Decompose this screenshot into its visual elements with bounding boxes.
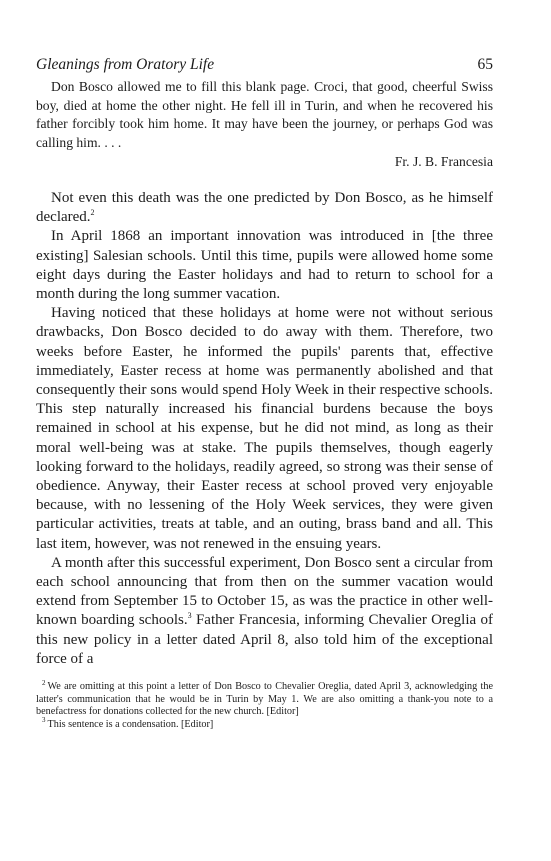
letter-signature: Fr. J. B. Francesia — [394, 154, 493, 170]
page-number: 65 — [477, 56, 493, 73]
footnote-reference: 2 — [90, 208, 95, 218]
footnote-text: We are omitting at this point a letter of Don Bosco to Chevalier Oreglia, dated April 3, acknowledging the latter's communication that he would be in Turin by May 1. We are also omitting a thank-you note to a benefactress for donations collected for the new church. [Editor] — [36, 681, 493, 718]
paragraph — [36, 189, 493, 227]
paragraph: Having noticed that these holidays at home were not without serious drawbacks, Don Bosco decided to do away with them. Therefore, two weeks before Easter, he informed the pupils' parents that, effective immediately, Easter recess at home was permanently abolished and that consequently their sons would spend Holy Week in their respective schools. This step naturally increased his financial burdens because the boys remained in school at his expense, but he did not mind, as long as their moral well-being was at stake. The pupils themselves, though eagerly looking forward to the holidays, readily agreed, so strong was their sense of obedience. Anyway, their Easter recess at school proved very enjoyable because, with no lessening of the Holy Week services, they were given particular activities, treats at table, and an outing, brass band and all. This last item, however, was not renewed in the ensuing years. — [36, 305, 493, 552]
footnote — [36, 678, 493, 719]
paragraph-text: Not even this death was the one predicted by Don Bosco, as he himself declared. — [36, 189, 493, 226]
paragraph: In April 1868 an important innovation was introduced in [the three existing] Salesian schools. Until this time, pupils were allowed home some eight days during the Easter holidays and had to return to school for a month during the long summer vacation. — [36, 228, 493, 302]
footnote — [36, 716, 493, 732]
paragraph-text: Father Francesia, informing Chevalier Oreglia of this new policy in a letter dated April 8, also told him of the exceptional force of a — [36, 612, 494, 667]
letter-text: Don Bosco allowed me to fill this blank page. Croci, that good, cheerful Swiss boy, died at home the other night. He fell ill in Turin, and when he recovered his father forcibly took him home. It may have been the journey, or perhaps God was calling him. . . . — [36, 79, 493, 150]
footnote-marker: 2 — [42, 678, 46, 687]
footnote-reference: 3 — [187, 611, 192, 621]
paragraph-text: A month after this successful experiment, Don Bosco sent a circular from each school announcing that from then on the summer vacation would extend from September 15 to October 15, as was the practice in other well-known boarding schools. — [36, 554, 493, 629]
quoted-letter — [36, 78, 493, 172]
running-title: Gleanings from Oratory Life — [36, 56, 215, 73]
footnote-text: This sentence is a condensation. [Editor] — [47, 718, 214, 730]
page-header — [36, 56, 493, 78]
footnotes — [36, 678, 493, 731]
paragraph — [36, 554, 493, 669]
main-text — [36, 189, 493, 669]
footnote-marker: 3 — [42, 716, 46, 725]
